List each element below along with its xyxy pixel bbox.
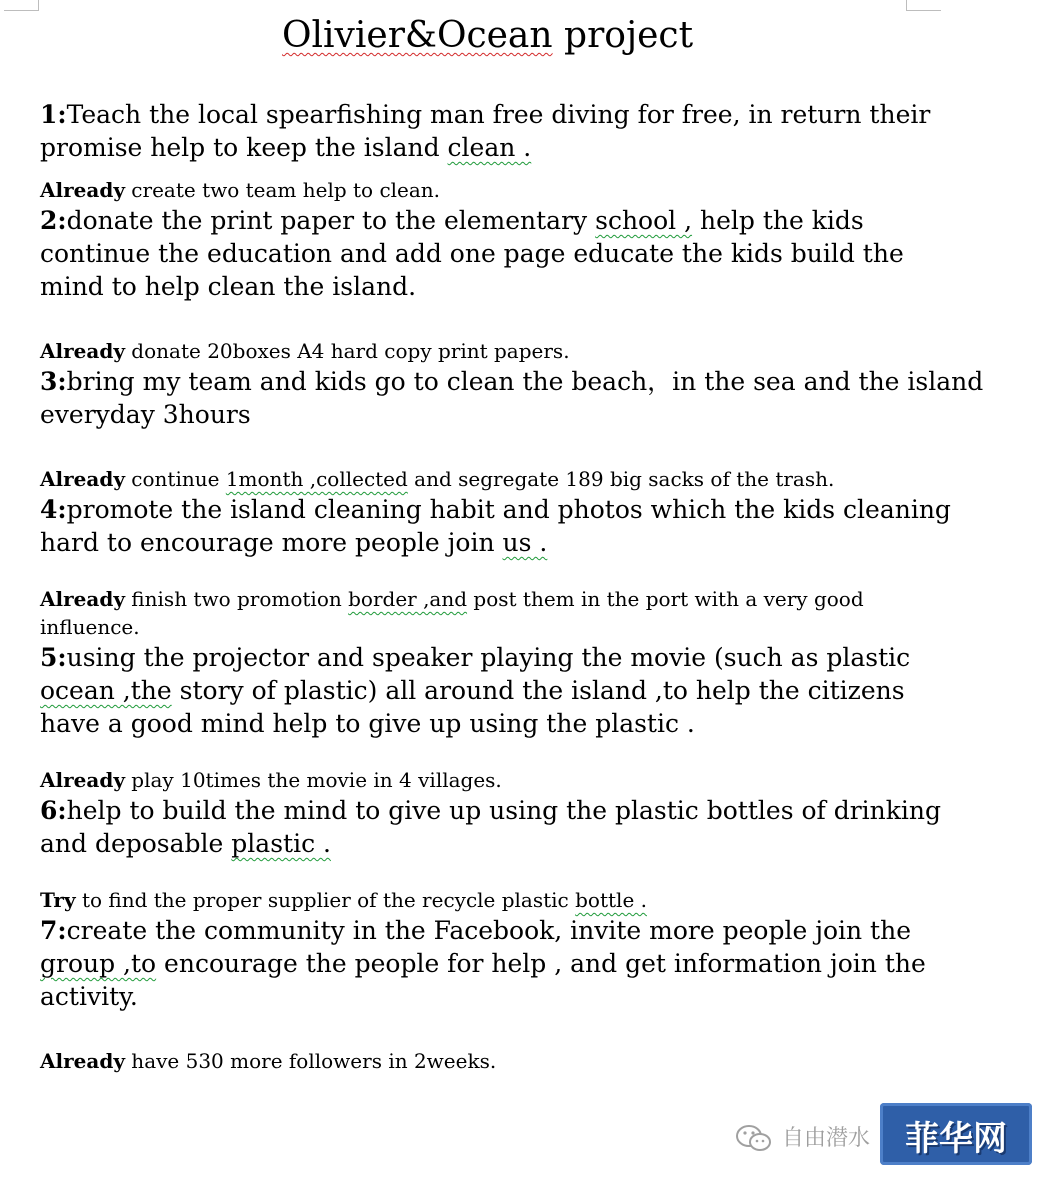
item-6-note bbox=[40, 886, 920, 914]
item-1-line-2 bbox=[40, 131, 920, 164]
note-text: continue bbox=[124, 467, 226, 491]
list-item bbox=[40, 365, 984, 431]
item-text-flagged: clean . bbox=[447, 133, 532, 162]
item-text: Teach the local spearfishing man free diving for free, in return their bbox=[66, 100, 931, 129]
note-text-flagged: border ,and bbox=[348, 587, 468, 611]
item-number: 2: bbox=[40, 206, 67, 235]
note-text: have 530 more followers in 2weeks. bbox=[124, 1049, 497, 1073]
item-7-line-2 bbox=[40, 947, 926, 980]
item-text-flagged: plastic . bbox=[231, 829, 331, 858]
item-text: promote the island cleaning habit and photos which the kids cleaning bbox=[66, 495, 951, 524]
item-number: 1: bbox=[40, 100, 67, 129]
item-text: donate the print paper to the elementary bbox=[66, 206, 596, 235]
item-1-line-1 bbox=[40, 98, 931, 131]
item-4-note bbox=[40, 585, 920, 641]
item-2-note bbox=[40, 337, 920, 365]
item-text: story of plastic) all around the island ,to help the citizens bbox=[171, 676, 905, 705]
item-4-line-2 bbox=[40, 526, 920, 559]
item-4-note-line-2: influence. bbox=[40, 615, 140, 639]
item-3-line-1 bbox=[40, 365, 984, 398]
document-page bbox=[40, 14, 984, 1075]
note-text-flagged: 1month ,collected bbox=[225, 467, 408, 491]
list-item bbox=[40, 794, 942, 860]
item-1-note bbox=[40, 176, 920, 204]
item-3-line-2: everyday 3hours bbox=[40, 400, 251, 429]
watermark bbox=[734, 1103, 1036, 1167]
item-7-note bbox=[40, 1047, 920, 1075]
item-text: help the kids bbox=[692, 206, 864, 235]
item-number: 6: bbox=[40, 796, 67, 825]
note-text: create two team help to clean. bbox=[124, 178, 441, 202]
watermark-logo-text: 菲华网 bbox=[905, 1119, 1007, 1159]
note-text: post them in the port with a very good bbox=[467, 587, 864, 611]
item-4-line-1 bbox=[40, 493, 951, 526]
list-item bbox=[40, 204, 920, 303]
item-number: 4: bbox=[40, 495, 67, 524]
item-text: using the projector and speaker playing the movie (such as plastic bbox=[66, 643, 911, 672]
item-2-line-3: mind to help clean the island. bbox=[40, 272, 417, 301]
note-label: Already bbox=[40, 178, 125, 202]
item-5-line-1 bbox=[40, 641, 920, 674]
page-corner-mark-right bbox=[906, 0, 941, 11]
item-5-line-2 bbox=[40, 674, 920, 707]
item-3-note bbox=[40, 465, 920, 493]
item-number: 7: bbox=[40, 916, 67, 945]
item-7-line-1 bbox=[40, 914, 920, 947]
note-text: finish two promotion bbox=[124, 587, 349, 611]
note-label: Already bbox=[40, 587, 125, 611]
note-text-flagged: bottle . bbox=[575, 888, 647, 912]
item-text: bring my team and kids go to clean the beach，in the sea and the island bbox=[66, 367, 984, 396]
list-item bbox=[40, 914, 926, 1013]
wechat-icon bbox=[734, 1123, 774, 1153]
item-text-flagged: group ,to bbox=[40, 949, 157, 978]
item-2-line-2: continue the education and add one page educate the kids build the bbox=[40, 239, 904, 268]
item-text-flagged: us . bbox=[502, 528, 548, 557]
item-number: 3: bbox=[40, 367, 67, 396]
item-text: hard to encourage more people join bbox=[40, 528, 503, 557]
item-text: encourage the people for help , and get information join the bbox=[156, 949, 926, 978]
note-label: Already bbox=[40, 467, 125, 491]
note-text: play 10times the movie in 4 villages. bbox=[124, 768, 502, 792]
item-text: and deposable bbox=[40, 829, 232, 858]
item-text: help to build the mind to give up using the plastic bottles of drinking bbox=[66, 796, 942, 825]
item-text: create the community in the Facebook, invite more people join the bbox=[66, 916, 911, 945]
note-label: Already bbox=[40, 768, 125, 792]
item-2-line-1 bbox=[40, 204, 920, 237]
note-text: and segregate 189 big sacks of the trash. bbox=[407, 467, 835, 491]
document-title bbox=[282, 14, 920, 58]
list-item bbox=[40, 641, 920, 740]
item-4-note-line-1 bbox=[40, 585, 920, 613]
item-5-note bbox=[40, 766, 920, 794]
title-suffix: project bbox=[552, 15, 694, 56]
note-text: to find the proper supplier of the recycle plastic bbox=[75, 888, 576, 912]
watermark-text: 自由潜水 bbox=[782, 1126, 871, 1151]
item-5-line-3: have a good mind help to give up using the plastic . bbox=[40, 709, 695, 738]
watermark-logo bbox=[880, 1103, 1032, 1165]
item-6-line-1 bbox=[40, 794, 942, 827]
item-7-line-3: activity. bbox=[40, 982, 138, 1011]
list-item bbox=[40, 98, 931, 164]
note-label: Already bbox=[40, 1049, 125, 1073]
note-label: Try bbox=[40, 888, 76, 912]
item-text-flagged: school , bbox=[595, 206, 693, 235]
item-number: 5: bbox=[40, 643, 67, 672]
item-text-flagged: ocean ,the bbox=[40, 676, 172, 705]
list-item bbox=[40, 493, 951, 559]
note-label: Already bbox=[40, 339, 125, 363]
note-text: donate 20boxes A4 hard copy print papers. bbox=[124, 339, 570, 363]
item-text: promise help to keep the island bbox=[40, 133, 448, 162]
item-6-line-2 bbox=[40, 827, 920, 860]
page-corner-mark-left bbox=[4, 0, 39, 11]
title-name: Olivier&Ocean bbox=[282, 15, 553, 56]
